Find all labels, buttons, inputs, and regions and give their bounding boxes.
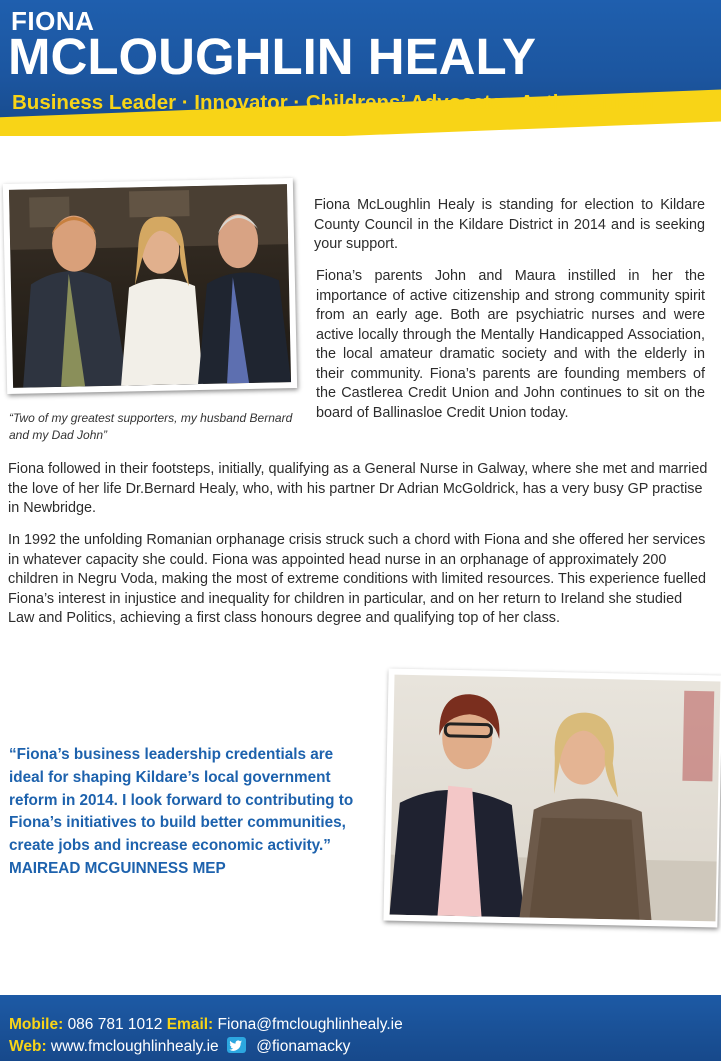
parents-paragraph: Fiona’s parents John and Maura instilled in her the importance of active citizenship and strong community spirit from an early age. Both are psychiatric nurses and were active locally through the Mentally Handicapped Association, the local amateur dramatic society and with the elderly in their community. Fiona’s parents are founding members of the Castlerea Credit Union and John continues to sit on the board of Ballinasloe Credit Union today. — [316, 268, 705, 421]
email-label: Email: — [166, 1016, 214, 1033]
mobile-label: Mobile: — [9, 1016, 64, 1033]
endorsement-photo-illustration — [390, 675, 721, 922]
nursing-paragraph: Fiona followed in their footsteps, initially, qualifying as a General Nurse in Galway, where she met and married the love of her life Dr.Bernard Healy, who, with his partner Dr Adrian McGoldrick, has a very busy GP practise in Newbridge. — [8, 461, 708, 516]
email-address[interactable]: Fiona@fmcloughlinhealy.ie — [217, 1016, 403, 1033]
intro-paragraph: Fiona McLoughlin Healy is standing for election to Kildare County Council in the Kildare District in 2014 and is seeking your support. — [314, 197, 705, 252]
endorsement-quote: “Fiona’s business leadership credentials are ideal for shaping Kildare’s local government reform in 2014. I look forward to contributing to Fiona’s initiatives to build better communities, create jobs and increase economic activity.” MAIREAD MCGUINNESS MEP — [9, 746, 354, 877]
footer-web-line — [9, 1036, 350, 1058]
photo-caption: “Two of my greatest supporters, my husband Bernard and my Dad John” — [9, 411, 293, 442]
family-photo — [3, 178, 297, 394]
twitter-handle[interactable]: @fionamacky — [256, 1038, 351, 1055]
family-photo-illustration — [9, 184, 291, 388]
header-banner — [0, 0, 721, 136]
candidate-last-name: MCLOUGHLIN HEALY — [8, 28, 536, 85]
website-link[interactable]: www.fmcloughlinhealy.ie — [50, 1038, 219, 1055]
tagline: Business Leader · Innovator · Childrens’ Advocate · Active Citizen — [12, 91, 655, 114]
endorsement-photo — [383, 669, 721, 928]
candidate-first-name: FIONA — [11, 6, 95, 36]
romania-paragraph: In 1992 the unfolding Romanian orphanage crisis struck such a chord with Fiona and she offered her services in whatever capacity she could. Fiona was appointed head nurse in an orphanage of approximately 200 children in Negru Voda, making the most of extreme conditions with limited resources. This experience fuelled Fiona’s interest in injustice and inequality for children in particular, and on her return to Ireland she studied Law and Politics, achieving a first class honours degree and qualifying top of her class. — [8, 532, 707, 626]
twitter-icon[interactable] — [227, 1037, 246, 1053]
mobile-number[interactable]: 086 781 1012 — [67, 1016, 163, 1033]
footer-contact-line — [9, 1014, 403, 1036]
web-label: Web: — [9, 1038, 47, 1055]
